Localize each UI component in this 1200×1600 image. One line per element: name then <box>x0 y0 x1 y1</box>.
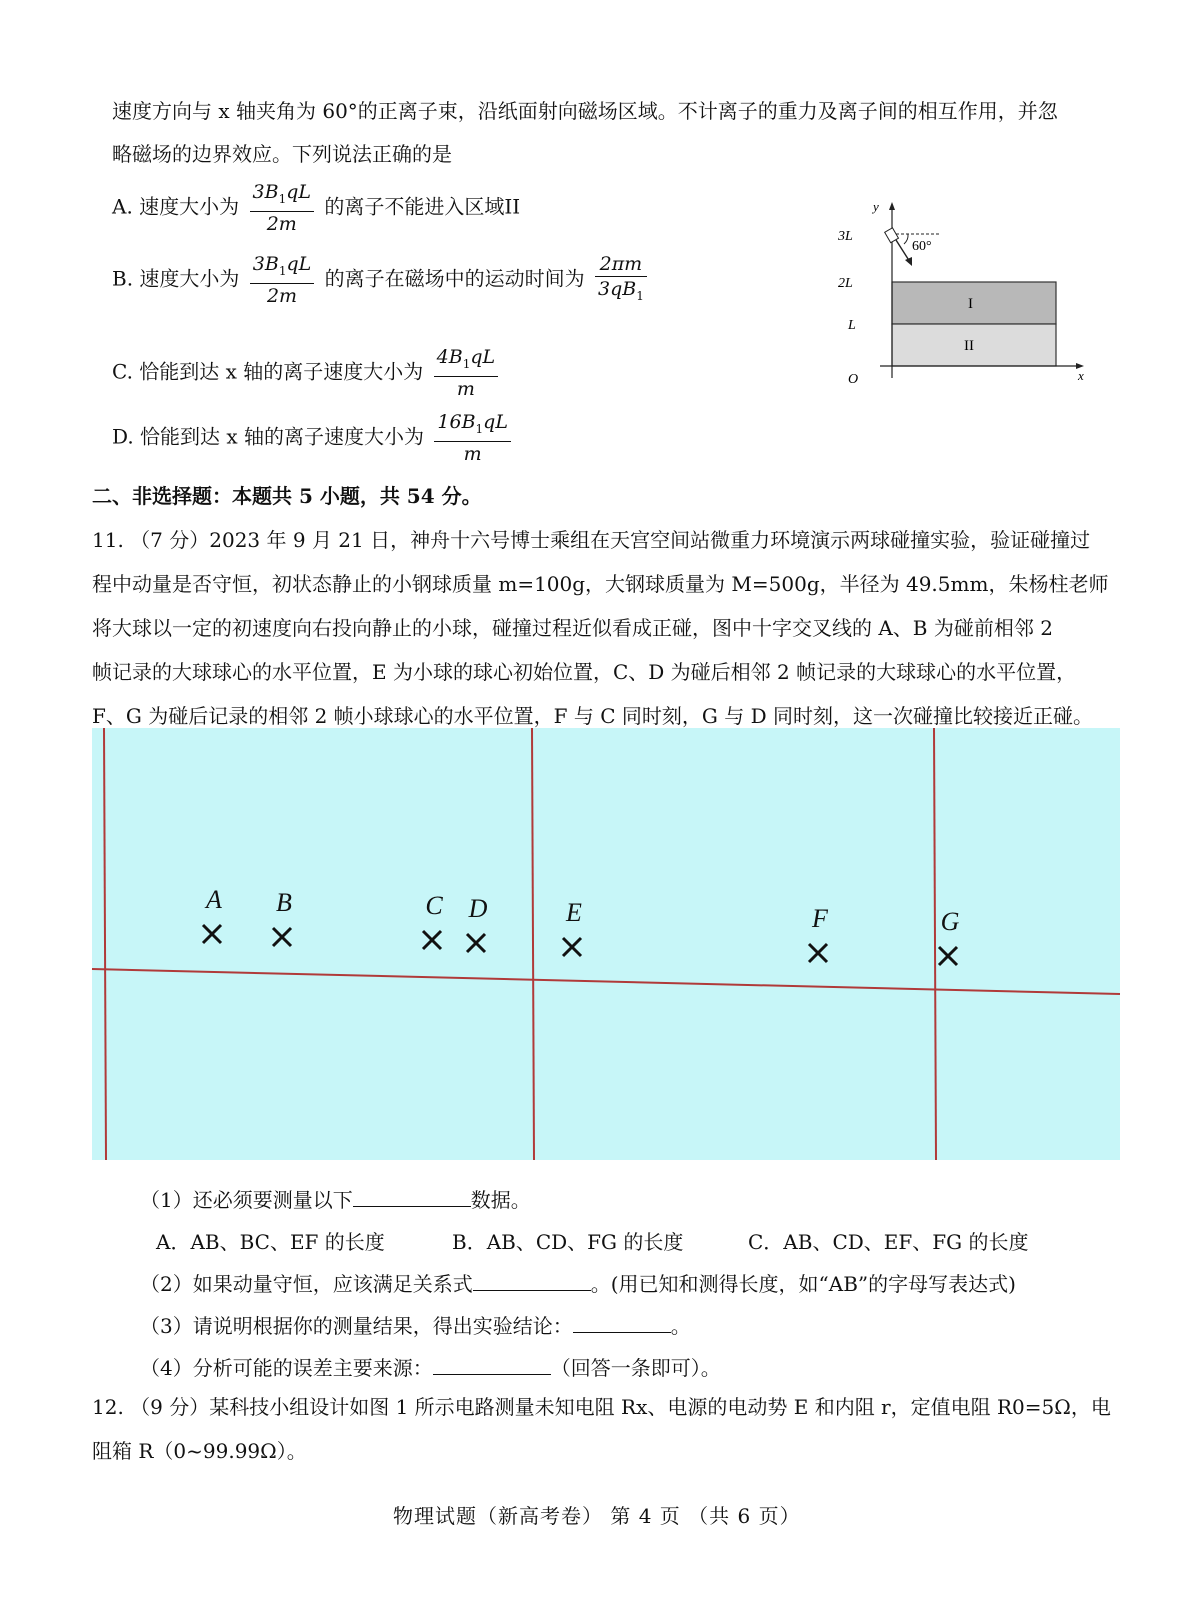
q11-line-3: 将大球以一定的初速度向右投向静止的小球，碰撞过程近似看成正碰，图中十字交叉线的 A、B 为碰前相邻 2 <box>92 616 1053 640</box>
y-axis-arrow-icon <box>889 202 895 210</box>
option-d <box>112 410 515 466</box>
origin-label: O <box>848 372 859 387</box>
velocity-arrow-line <box>896 240 910 262</box>
point-c-label: C <box>425 891 443 920</box>
grid-horizontal-line <box>92 969 1120 994</box>
grid-vertical-line <box>532 728 534 1160</box>
y-axis-label: y <box>873 199 879 214</box>
angle-label: 60° <box>912 239 932 254</box>
option-c <box>112 345 502 401</box>
grid-vertical-line <box>934 728 936 1160</box>
point-f-mark <box>809 904 829 962</box>
label-3l: 3L <box>838 229 853 244</box>
point-d-mark <box>467 894 488 952</box>
point-e-mark <box>563 898 582 956</box>
answer-blank-4[interactable] <box>433 1354 551 1375</box>
page-footer: 物理试题（新高考卷） 第 4 页 （共 6 页） <box>393 1504 801 1528</box>
region-1-label: I <box>968 296 973 312</box>
label-2l: 2L <box>838 276 853 291</box>
point-a-label: A <box>206 885 222 914</box>
point-a-mark <box>203 885 222 943</box>
region-1-rect <box>892 282 1056 324</box>
option-a-fraction: $\frac{3B_1qL}{2m}$ <box>250 180 314 236</box>
angle-arc <box>904 234 908 244</box>
q11-sub-4-tail: （回答一条即可）。 <box>550 1356 721 1380</box>
collision-photo-graphic <box>92 728 1120 1160</box>
point-g-label: G <box>940 907 960 936</box>
answer-blank-1[interactable] <box>353 1186 471 1207</box>
option-d-prefix: D. 恰能到达 x 轴的离子速度大小为 <box>112 424 425 449</box>
option-b-fraction-2: $\frac{2\pi m}{3qB_1}$ <box>595 252 647 308</box>
option-c-fraction: $\frac{4B_1qL}{m}$ <box>434 345 498 401</box>
q11-sub-4-text: （4）分析可能的误差主要来源： <box>140 1356 433 1380</box>
answer-blank-2[interactable] <box>473 1270 591 1291</box>
point-b-label: B <box>276 888 292 917</box>
collision-photo <box>92 728 1120 1160</box>
point-g-mark <box>939 907 960 965</box>
q11-sub-3 <box>140 1310 691 1339</box>
option-c-prefix: C. 恰能到达 x 轴的离子速度大小为 <box>112 359 424 384</box>
q11-choice-b: B．AB、CD、FG 的长度 <box>452 1230 684 1254</box>
field-diagram <box>838 199 1090 390</box>
option-b <box>112 252 651 308</box>
section-2-heading: 二、非选择题：本题共 5 小题，共 54 分。 <box>92 484 482 508</box>
region-2-rect <box>892 324 1056 366</box>
q11-line-1: 11. （7 分）2023 年 9 月 21 日，神舟十六号博士乘组在天宫空间站微重力环境演示两球碰撞实验，验证碰撞过 <box>92 528 1091 552</box>
q11-sub-1 <box>140 1184 531 1213</box>
point-marks <box>203 885 960 965</box>
q11-sub-2-text: （2）如果动量守恒，应该满足关系式 <box>140 1272 473 1296</box>
q11-sub-1-text: （1）还必须要测量以下 <box>140 1188 353 1212</box>
intro-line-1: 速度方向与 x 轴夹角为 60°的正离子束，沿纸面射向磁场区域。不计离子的重力及离子间的相互作用，并忽 <box>112 99 1058 123</box>
point-f-label: F <box>812 904 828 933</box>
q11-sub-2-tail: 。(用已知和测得长度，如“AB”的字母写表达式) <box>590 1272 1016 1296</box>
q11-sub-1-tail: 数据。 <box>470 1188 531 1212</box>
option-a-suffix: 的离子不能进入区域II <box>324 194 521 219</box>
q12-line-2: 阻箱 R（0~99.99Ω）。 <box>92 1439 307 1463</box>
q11-choice-c: C．AB、CD、EF、FG 的长度 <box>748 1230 1029 1254</box>
x-axis-label: x <box>1078 368 1084 383</box>
q11-sub-3-text: （3）请说明根据你的测量结果，得出实验结论： <box>140 1314 573 1338</box>
point-e-label: E <box>566 898 582 927</box>
q11-sub-2 <box>140 1268 1016 1297</box>
option-b-prefix: B. 速度大小为 <box>112 266 240 291</box>
q11-line-2: 程中动量是否守恒，初状态静止的小钢球质量 m=100g，大钢球质量为 M=500g，半径为 49.5mm，朱杨柱老师 <box>92 572 1109 596</box>
q11-sub-3-tail: 。 <box>670 1314 691 1338</box>
label-l: L <box>848 318 856 333</box>
q11-line-4: 帧记录的大球球心的水平位置，E 为小球的球心初始位置，C、D 为碰后相邻 2 帧记录的大球球心的水平位置， <box>92 660 1077 684</box>
option-b-fraction-1: $\frac{3B_1qL}{2m}$ <box>250 252 314 308</box>
grid-vertical-line <box>104 728 106 1160</box>
point-c-mark <box>423 891 443 949</box>
answer-blank-3[interactable] <box>573 1312 671 1333</box>
q12-line-1: 12. （9 分）某科技小组设计如图 1 所示电路测量未知电阻 Rx、电源的电动势 E 和内阻 r，定值电阻 R0=5Ω，电 <box>92 1395 1111 1419</box>
option-b-mid: 的离子在磁场中的运动时间为 <box>324 266 585 291</box>
point-d-label: D <box>468 894 488 923</box>
q11-choice-a: A．AB、BC、EF 的长度 <box>156 1230 385 1254</box>
region-2-label: II <box>964 338 974 354</box>
intro-line-2: 略磁场的边界效应。下列说法正确的是 <box>112 142 452 166</box>
option-d-fraction: $\frac{16B_1qL}{m}$ <box>434 410 511 466</box>
point-b-mark <box>273 888 292 946</box>
q11-sub-4 <box>140 1352 721 1381</box>
option-a-prefix: A. 速度大小为 <box>112 194 240 219</box>
q11-line-5: F、G 为碰后记录的相邻 2 帧小球球心的水平位置，F 与 C 同时刻，G 与 D 同时刻，这一次碰撞比较接近正碰。 <box>92 704 1093 728</box>
option-a <box>112 180 520 236</box>
